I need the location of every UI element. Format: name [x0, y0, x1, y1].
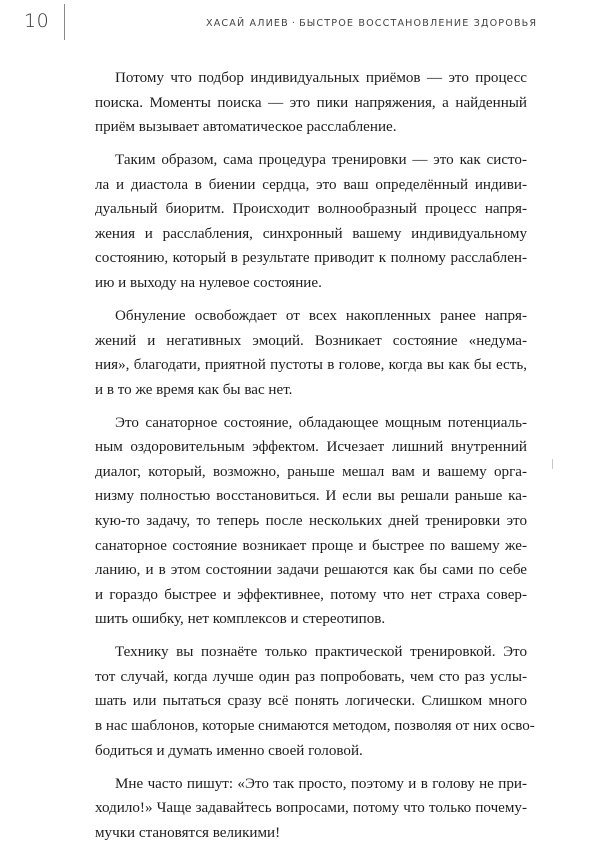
text-line: Мне часто пишут: «Это так просто, поэтому и в голову не при- [115, 775, 527, 792]
running-header [0, 0, 600, 44]
header-separator: · [291, 18, 297, 29]
page-number: 10 [24, 10, 50, 32]
text-line: состоянию, который в результате приводит к полному расслаблен- [95, 250, 527, 267]
text-line: ния», благодати, приятной пустоты в голове, когда вы как бы есть, [95, 357, 527, 374]
text-line: шить ошибку, нет комплексов и стереотипов. [95, 611, 386, 628]
text-line: дуальный биоритм. Происходит волнообразный процесс напря- [95, 201, 527, 218]
paragraph [95, 66, 527, 140]
text-line: и гораздо быстрее и эффективнее, потому что нет страха совер- [95, 586, 527, 603]
text-line: Технику вы познаёте только практической тренировкой. Это [115, 644, 527, 661]
author-name: ХАСАЙ АЛИЕВ [206, 18, 289, 29]
paragraph [95, 411, 527, 632]
text-line: жений и негативных эмоций. Возникает состояние «недума- [95, 332, 527, 349]
text-line: ходило!» Чаще задавайтесь вопросами, потому что только почему- [95, 800, 527, 817]
text-line: диалог, который, возможно, раньше мешал вам и вашему орга- [95, 463, 527, 480]
text-line: поиска. Моменты поиска — это пики напряжения, а найденный [95, 94, 527, 111]
running-head [206, 18, 537, 29]
text-line: Это санаторное состояние, обладающее мощным потенциаль- [115, 414, 527, 431]
text-line: кую-то задачу, то теперь после нескольких дней тренировки это [95, 512, 527, 529]
book-title: БЫСТРОЕ ВОССТАНОВЛЕНИЕ ЗДОРОВЬЯ [299, 18, 538, 29]
text-line: тот случай, когда лучше один раз попробовать, чем сто раз услы- [95, 668, 527, 685]
text-line: жения и расслабления, синхронный вашему индивидуальному [95, 225, 527, 242]
text-line: шать или пытаться сразу всё понять логически. Слишком много [95, 693, 527, 710]
paragraph [95, 304, 527, 402]
text-line: ным оздоровительным эффектом. Исчезает лишний внутренний [95, 439, 527, 456]
text-line: Обнуление освобождает от всех накопленных ранее напря- [115, 307, 527, 324]
body-text [95, 66, 535, 854]
margin-mark [552, 459, 553, 469]
text-line: ланию, и в этом состоянии задачи решаются как бы сами по себе [95, 562, 527, 579]
text-line: Таким образом, сама процедура тренировки — это как систо- [115, 152, 527, 169]
text-line: ию и выходу на нулевое состояние. [95, 275, 322, 292]
text-line: мучки становятся великими! [95, 824, 281, 841]
text-line: низму полностью восстановиться. И если вы решали раньше ка- [95, 488, 527, 505]
paragraph [95, 148, 527, 296]
text-line: приём вызывает автоматическое расслабление. [95, 119, 397, 136]
text-line: в нас шаблонов, которые снимаются методом, позволяя от них осво- [95, 718, 535, 735]
text-line: санаторное состояние возникает проще и быстрее по вашему же- [95, 537, 527, 554]
text-line: и в то же время как бы вас нет. [95, 381, 293, 398]
paragraph [95, 640, 535, 763]
text-line: Потому что подбор индивидуальных приёмов — это процесс [115, 70, 527, 86]
header-divider [64, 4, 65, 40]
text-line: бодиться и думать именно своей головой. [95, 742, 363, 759]
paragraph [95, 772, 527, 846]
text-line: ла и диастола в биении сердца, это ваш определённый индиви- [95, 176, 527, 193]
